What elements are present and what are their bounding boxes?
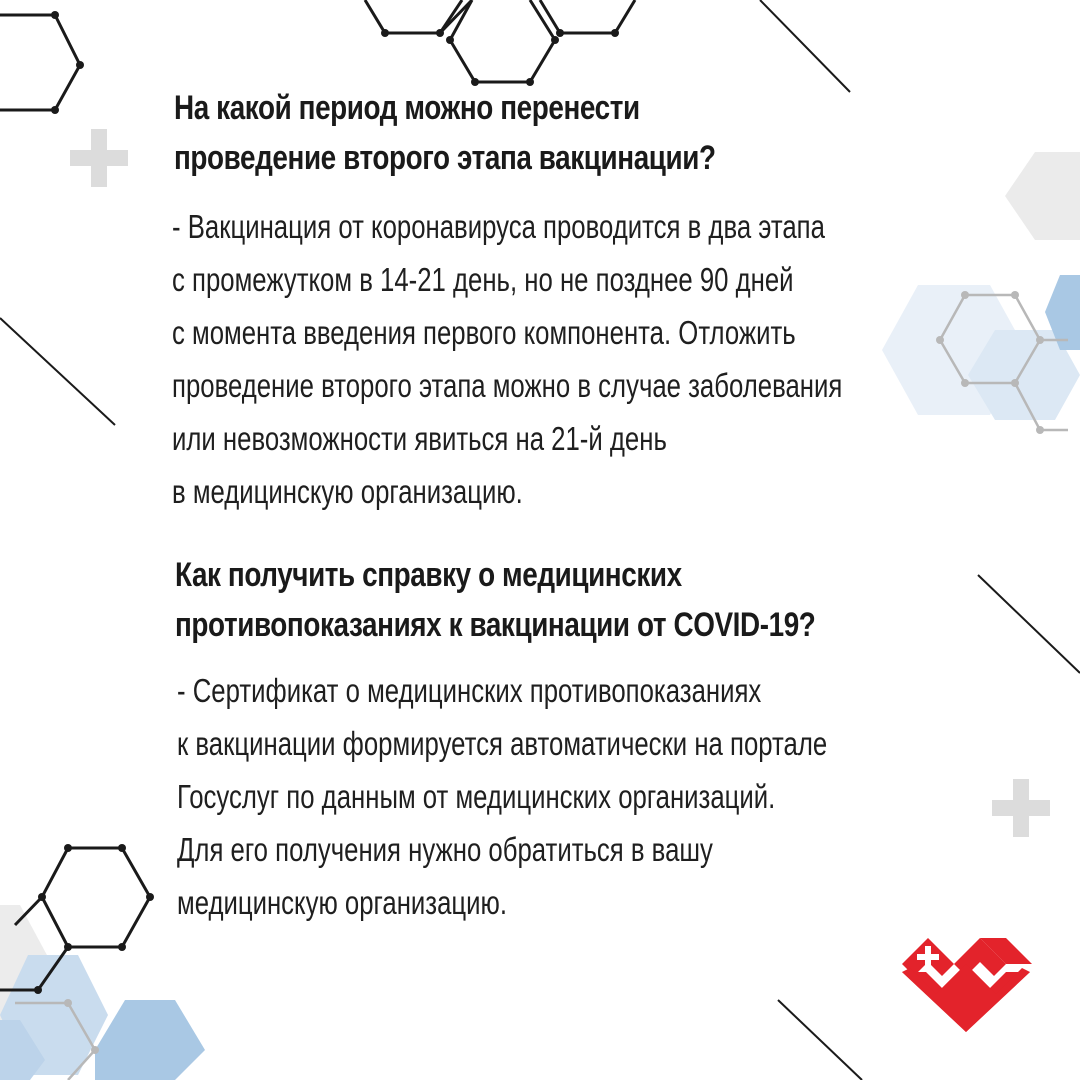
hexagon-cluster-bottom-left bbox=[0, 844, 205, 1080]
answer-1-line: с промежутком в 14-21 день, но не позднее 90 дней bbox=[172, 261, 794, 298]
hexagon-molecule-top-left bbox=[0, 15, 80, 110]
question-1-heading bbox=[174, 83, 716, 183]
hexagon-molecule-top bbox=[365, 0, 635, 82]
question-1-line: проведение второго этапа вакцинации? bbox=[174, 139, 716, 177]
question-1-line: На какой период можно перенести bbox=[174, 89, 640, 127]
answer-2-line: медицинскую организацию. bbox=[177, 884, 507, 921]
plus-icon bbox=[70, 129, 128, 187]
answer-2-line: - Сертификат о медицинских противопоказаниях bbox=[177, 672, 762, 709]
answer-1 bbox=[172, 200, 1031, 518]
question-2-heading bbox=[175, 550, 815, 650]
answer-1-line: с момента введения первого компонента. Отложить bbox=[172, 314, 796, 351]
answer-1-line: или невозможности явиться на 21-й день bbox=[172, 420, 667, 457]
answer-2 bbox=[177, 664, 1011, 929]
answer-2-line: Госуслуг по данным от медицинских организаций. bbox=[177, 778, 776, 815]
answer-2-line: Для его получения нужно обратиться в вашу bbox=[177, 831, 713, 868]
answer-2-line: к вакцинации формируется автоматически на портале bbox=[177, 725, 828, 762]
question-2-line: Как получить справку о медицинских bbox=[175, 556, 682, 594]
answer-1-line: проведение второго этапа можно в случае заболевания bbox=[172, 367, 843, 404]
heart-logo-icon bbox=[902, 924, 1032, 1034]
answer-1-line: - Вакцинация от коронавируса проводится в два этапа bbox=[172, 208, 825, 245]
section-2 bbox=[175, 550, 956, 650]
section-1 bbox=[174, 83, 835, 183]
question-2-line: противопоказаниях к вакцинации от COVID-19? bbox=[175, 606, 816, 644]
answer-1-line: в медицинскую организацию. bbox=[172, 473, 523, 510]
